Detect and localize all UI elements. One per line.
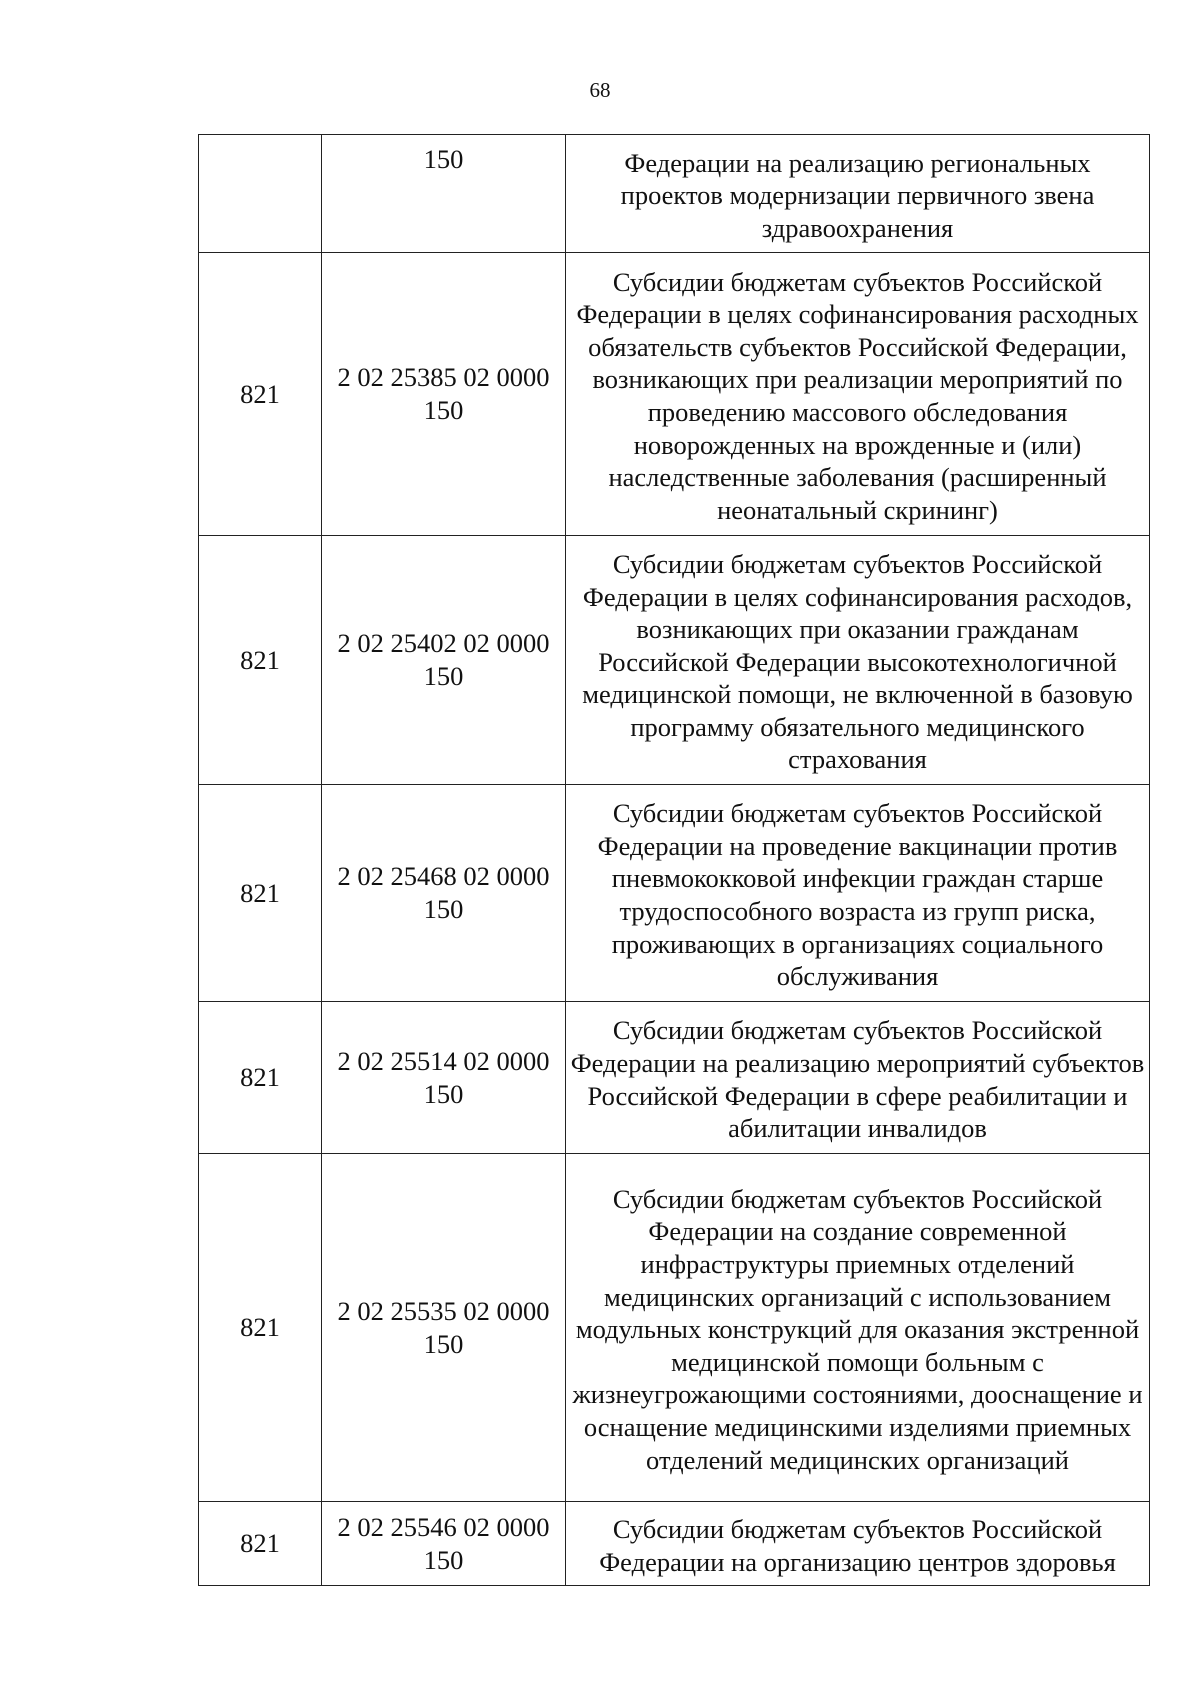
revenue-code-line1: 2 02 25535 02 0000: [337, 1295, 550, 1326]
table-row: [199, 536, 1150, 785]
revenue-code-line2: 150: [423, 894, 464, 924]
revenue-code-cell: [322, 1502, 566, 1586]
admin-code-cell: 821: [199, 1502, 322, 1586]
revenue-code-line2: 150: [423, 1544, 464, 1575]
page-number: 68: [589, 78, 611, 102]
table-row: [199, 1002, 1150, 1154]
revenue-code-line1: 2 02 25514 02 0000: [337, 1045, 550, 1076]
revenue-code-line2: 150: [423, 395, 464, 425]
revenue-code-line2: 150: [423, 661, 464, 691]
revenue-code-line2: 150: [423, 144, 464, 174]
admin-code-cell: [199, 135, 322, 253]
revenue-name-cell: Субсидии бюджетам субъектов Российской Федерации на проведение вакцинации против пневмококковой инфекции граждан старше трудоспособного возраста из групп риска, проживающих в организациях социального обслуживания: [566, 785, 1150, 1002]
revenue-code-cell: [322, 785, 566, 1002]
revenue-name-cell: Субсидии бюджетам субъектов Российской Федерации в целях софинансирования расходных обязательств субъектов Российской Федерации, возникающих при реализации мероприятий по проведению массового обследования новорожденных на врожденные и (или) наследственные заболевания (расширенный неонатальный скрининг): [566, 253, 1150, 536]
revenue-name-cell: Федерации на реализацию региональных проектов модернизации первичного звена здравоохранения: [566, 135, 1150, 253]
admin-code-cell: 821: [199, 1002, 322, 1154]
table-row: [199, 785, 1150, 1002]
revenue-code-cell: [322, 135, 566, 253]
table-row: [199, 253, 1150, 536]
admin-code-cell: 821: [199, 1154, 322, 1502]
table-row: [199, 135, 1150, 253]
revenue-code-cell: [322, 1154, 566, 1502]
revenue-name-cell: Субсидии бюджетам субъектов Российской Федерации на организацию центров здоровья: [566, 1502, 1150, 1586]
revenue-code-line1: 2 02 25385 02 0000: [337, 362, 550, 393]
revenue-code-line2: 150: [423, 1328, 464, 1359]
admin-code-cell: 821: [199, 253, 322, 536]
admin-code-cell: 821: [199, 536, 322, 785]
revenue-code-line1: 2 02 25468 02 0000: [337, 861, 550, 892]
revenue-code-line1: 2 02 25546 02 0000: [337, 1511, 550, 1542]
revenue-code-cell: [322, 253, 566, 536]
revenue-code-line2: 150: [423, 1078, 464, 1109]
revenue-name-cell: Субсидии бюджетам субъектов Российской Федерации на реализацию мероприятий субъектов Российской Федерации в сфере реабилитации и абилитации инвалидов: [566, 1002, 1150, 1154]
table-row: [199, 1502, 1150, 1586]
revenue-code-cell: [322, 536, 566, 785]
revenue-name-cell: Субсидии бюджетам субъектов Российской Федерации в целях софинансирования расходов, возникающих при оказании гражданам Российской Федерации высокотехнологичной медицинской помощи, не включенной в базовую программу обязательного медицинского страхования: [566, 536, 1150, 785]
revenue-name-cell: Субсидии бюджетам субъектов Российской Федерации на создание современной инфраструктуры приемных отделений медицинских организаций с использованием модульных конструкций для оказания экстренной медицинской помощи больным с жизнеугрожающими состояниями, дооснащение и оснащение медицинскими изделиями приемных отделений медицинских организаций: [566, 1154, 1150, 1502]
table-row: [199, 1154, 1150, 1502]
budget-revenue-table: [198, 134, 1150, 1586]
revenue-code-line1: 2 02 25402 02 0000: [337, 628, 550, 659]
revenue-code-cell: [322, 1002, 566, 1154]
admin-code-cell: 821: [199, 785, 322, 1002]
